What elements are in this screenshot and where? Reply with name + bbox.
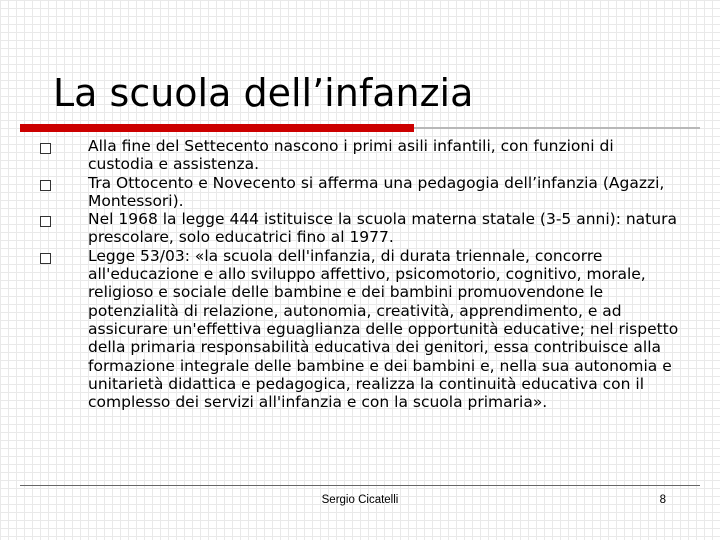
page-number: 8	[659, 494, 666, 506]
list-item	[40, 247, 680, 412]
title-underline	[20, 124, 700, 132]
hollow-square-bullet-icon	[40, 216, 51, 227]
title-accent-bar	[20, 124, 414, 132]
bullet-text: Tra Ottocento e Novecento si afferma una pedagogia dell’infanzia (Agazzi, Montessori).	[88, 173, 665, 210]
list-item	[40, 210, 680, 247]
footer-divider	[20, 485, 700, 486]
hollow-square-bullet-icon	[40, 253, 51, 264]
bullet-text: Alla fine del Settecento nascono i primi asili infantili, con funzioni di custodia e assistenza.	[88, 137, 614, 174]
hollow-square-bullet-icon	[40, 143, 51, 154]
slide-title: La scuola dell’infanzia	[53, 71, 474, 115]
footer-author: Sergio Cicatelli	[321, 494, 399, 506]
list-item	[40, 174, 680, 211]
hollow-square-bullet-icon	[40, 180, 51, 191]
bullet-list	[40, 137, 680, 411]
bullet-text: Legge 53/03: «la scuola dell'infanzia, di durata triennale, concorre all'educazione e allo sviluppo affettivo, psicomotorio, cognitivo, morale, religioso e sociale delle bambine e dei bambini promuovendone le potenzialità di relazione, autonomia, creatività, apprendimento, e ad assicurare un'effettiva eguaglianza delle opportunità educative; nel rispetto della primaria responsabilità educativa dei genitori, essa contribuisce alla formazione integrale delle bambine e dei bambini e, nella sua autonomia e unitarietà didattica e pedagogica, realizza la continuità educativa con il complesso dei servizi all'infanzia e con la scuola primaria».	[88, 246, 679, 412]
title-rule-line	[414, 127, 700, 129]
bullet-text: Nel 1968 la legge 444 istituisce la scuola materna statale (3-5 anni): natura prescolare, solo educatrici fino al 1977.	[88, 210, 677, 247]
list-item	[40, 137, 680, 174]
